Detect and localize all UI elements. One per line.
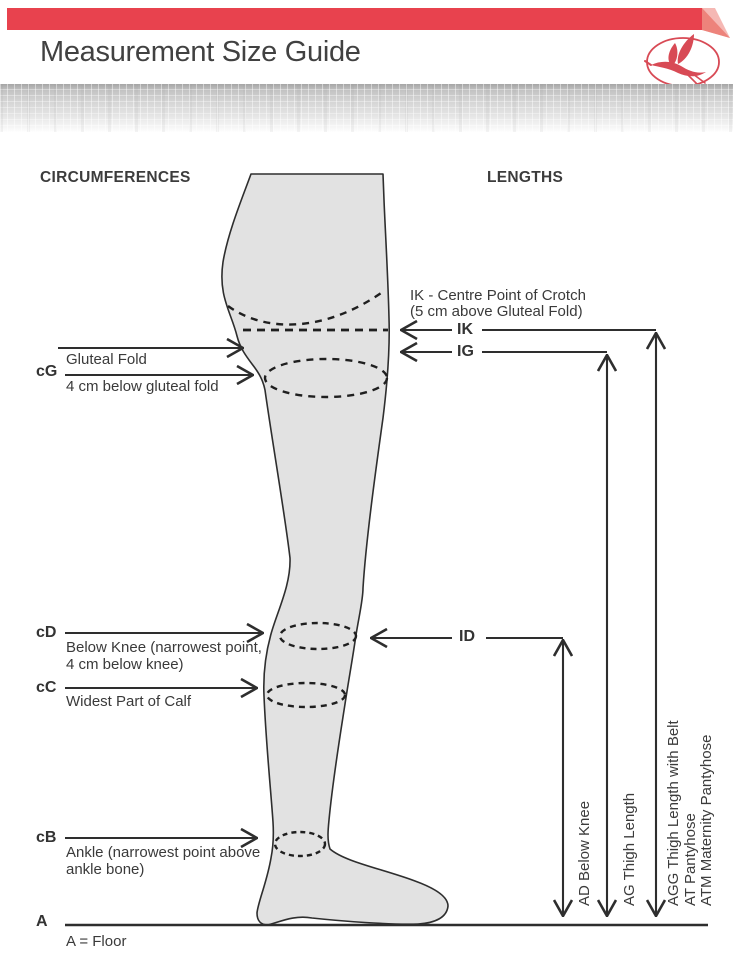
agg-label: AGG Thigh Length with Belt: [665, 720, 682, 906]
cb-label: Ankle (narrowest point above ankle bone): [66, 844, 261, 878]
cd-code: cD: [36, 624, 57, 641]
page-title: Measurement Size Guide: [40, 36, 361, 68]
cc-code: cC: [36, 679, 57, 696]
cd-label: Below Knee (narrowest point, 4 cm below knee): [66, 639, 262, 673]
cc-label: Widest Part of Calf: [66, 693, 192, 710]
ag-thigh-length-label: AG Thigh Length: [621, 792, 638, 906]
id-code: ID: [459, 628, 475, 645]
cg-label: 4 cm below gluteal fold: [66, 378, 219, 395]
at-label: AT Pantyhose: [681, 813, 699, 906]
cb-code: cB: [36, 829, 57, 846]
floor-code: A: [36, 913, 48, 930]
ad-below-knee-label: AD Below Knee: [576, 800, 593, 906]
atm-label: ATM Maternity Pantyhose: [698, 734, 715, 906]
agg-group-labels: [666, 720, 716, 906]
crotch-note-line1: IK - Centre Point of Crotch: [410, 287, 586, 304]
ik-code: IK: [457, 321, 473, 338]
lengths-header: LENGTHS: [487, 169, 564, 186]
ig-code: IG: [457, 343, 474, 360]
cg-code: cG: [36, 363, 58, 380]
gluteal-fold-label: Gluteal Fold: [66, 351, 147, 368]
circumferences-header: CIRCUMFERENCES: [40, 169, 191, 186]
floor-label: A = Floor: [66, 933, 127, 950]
crotch-note-line2: (5 cm above Gluteal Fold): [410, 303, 583, 320]
